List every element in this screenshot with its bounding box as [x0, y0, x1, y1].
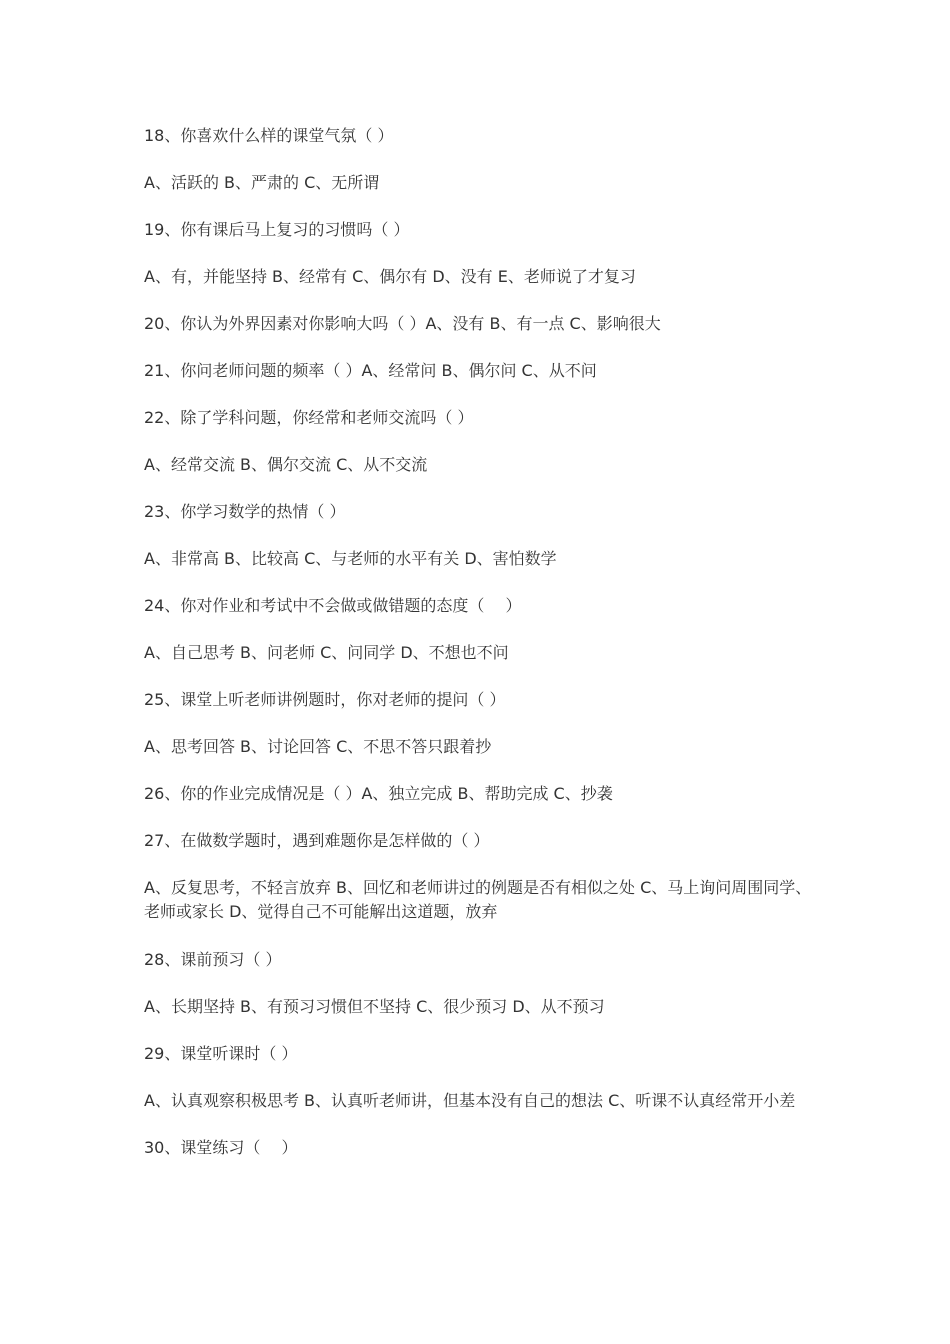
question-19: 19、你有课后马上复习的习惯吗（ ）: [144, 220, 410, 239]
question-30: 30、课堂练习（ ）: [144, 1138, 298, 1157]
question-25: 25、课堂上听老师讲例题时，你对老师的提问（ ）: [144, 690, 506, 709]
options-22: A、经常交流 B、偶尔交流 C、从不交流: [144, 455, 428, 474]
questionnaire-content: [144, 124, 814, 1183]
question-24: 24、你对作业和考试中不会做或做错题的态度（ ）: [144, 596, 522, 615]
question-28: 28、课前预习（ ）: [144, 950, 282, 969]
question-22: 22、除了学科问题，你经常和老师交流吗（ ）: [144, 408, 474, 427]
question-26: 26、你的作业完成情况是（ ）A、独立完成 B、帮助完成 C、抄袭: [144, 784, 613, 803]
options-18: A、活跃的 B、严肃的 C、无所谓: [144, 173, 380, 192]
options-24: A、自己思考 B、问老师 C、问同学 D、不想也不问: [144, 643, 509, 662]
options-19: A、有，并能坚持 B、经常有 C、偶尔有 D、没有 E、老师说了才复习: [144, 267, 636, 286]
options-25: A、思考回答 B、讨论回答 C、不思不答只跟着抄: [144, 737, 492, 756]
question-20: 20、你认为外界因素对你影响大吗（ ）A、没有 B、有一点 C、影响很大: [144, 314, 661, 333]
question-23: 23、你学习数学的热情（ ）: [144, 502, 346, 521]
question-29: 29、课堂听课时（ ）: [144, 1044, 298, 1063]
question-18: 18、你喜欢什么样的课堂气氛（ ）: [144, 126, 394, 145]
question-21: 21、你问老师问题的频率（ ）A、经常问 B、偶尔问 C、从不问: [144, 361, 597, 380]
options-28: A、长期坚持 B、有预习习惯但不坚持 C、很少预习 D、从不预习: [144, 997, 605, 1016]
question-27: 27、在做数学题时，遇到难题你是怎样做的（ ）: [144, 831, 490, 850]
options-29: A、认真观察积极思考 B、认真听老师讲，但基本没有自己的想法 C、听课不认真经常开小差: [144, 1091, 796, 1110]
options-23: A、非常高 B、比较高 C、与老师的水平有关 D、害怕数学: [144, 549, 557, 568]
options-27: A、反复思考，不轻言放弃 B、回忆和老师讲过的例题是否有相似之处 C、马上询问周围同学、老师或家长 D、觉得自己不可能解出这道题，放弃: [144, 878, 812, 921]
